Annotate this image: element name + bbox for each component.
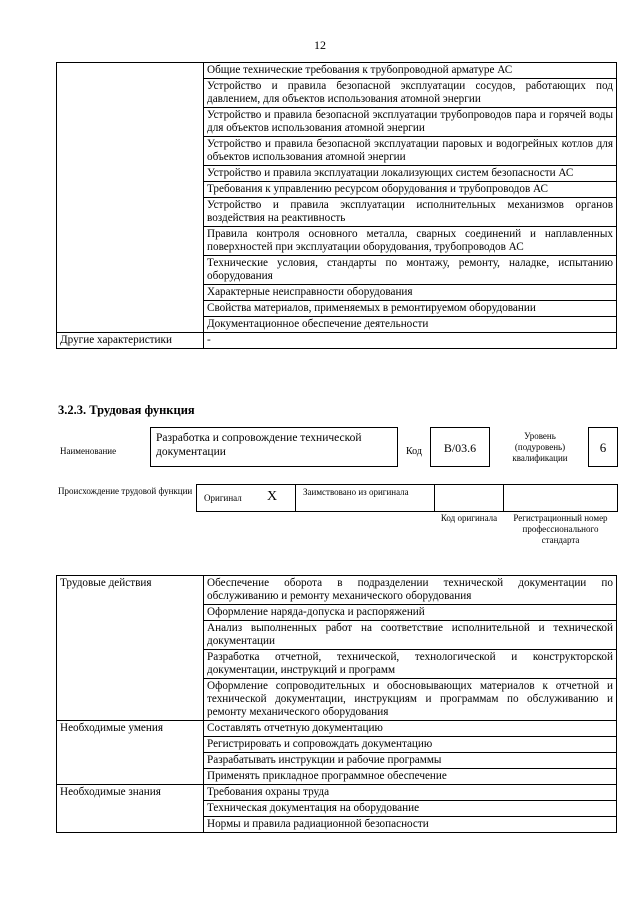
- origin-label: Происхождение трудовой функции: [58, 486, 193, 496]
- group-item: Разрабатывать инструкции и рабочие программы: [204, 753, 617, 769]
- table-row: [57, 721, 617, 737]
- borrowed-box: [295, 484, 435, 512]
- knowledge-item: Требования к управлению ресурсом оборудования и трубопроводов АС: [204, 182, 617, 198]
- table-row: [57, 333, 617, 349]
- original-box: [196, 484, 296, 512]
- other-label: Другие характеристики: [57, 333, 204, 349]
- reg-number-caption: Регистрационный номер профессионального стандарта: [513, 513, 608, 545]
- borrowed-label: Заимствовано из оригинала: [303, 487, 409, 497]
- knowledge-item: Устройство и правила безопасной эксплуатации сосудов, работающих под давлением, для объектов использования атомной энергии: [204, 79, 617, 108]
- group-label: Необходимые умения: [57, 721, 204, 785]
- knowledge-table: [56, 62, 617, 349]
- knowledge-item: Правила контроля основного металла, сварных соединений и наплавленных поверхностей при эксплуатации оборудования, трубопроводов АС: [204, 227, 617, 256]
- section-title: 3.2.3. Трудовая функция: [58, 403, 195, 417]
- original-mark: Х: [267, 489, 278, 504]
- group-item: Применять прикладное программное обеспечение: [204, 769, 617, 785]
- knowledge-item: Общие технические требования к трубопроводной арматуре АС: [204, 63, 617, 79]
- knowledge-item: Устройство и правила эксплуатации локализующих систем безопасности АС: [204, 166, 617, 182]
- table-row: [57, 576, 617, 605]
- level-label: Уровень (подуровень) квалификации: [512, 431, 568, 463]
- knowledge-item: Устройство и правила эксплуатации исполнительных механизмов органов воздействия на реактивность: [204, 198, 617, 227]
- name-label: Наименование: [60, 446, 117, 456]
- knowledge-item: Технические условия, стандарты по монтажу, ремонту, наладке, испытанию оборудования: [204, 256, 617, 285]
- code-original-box: [434, 484, 504, 512]
- other-value: -: [204, 333, 617, 349]
- original-label: Оригинал: [204, 493, 242, 503]
- level-value: 6: [599, 440, 607, 455]
- knowledge-label-cell: [57, 63, 204, 333]
- knowledge-item: Устройство и правила безопасной эксплуатации трубопроводов пара и горячей воды для объектов использования атомной энергии: [204, 108, 617, 137]
- group-item: Оформление сопроводительных и обосновывающих материалов к отчетной и технической документации, инструкциям и программам по обслуживанию и ремонту механического оборудования: [204, 679, 617, 721]
- code-label: Код: [406, 446, 422, 457]
- group-item: Регистрировать и сопровождать документацию: [204, 737, 617, 753]
- reg-number-box: [503, 484, 618, 512]
- page-number: 12: [314, 38, 326, 52]
- level-box: [588, 427, 618, 467]
- group-item: Требования охраны труда: [204, 785, 617, 801]
- knowledge-item: Свойства материалов, применяемых в ремонтируемом оборудовании: [204, 301, 617, 317]
- actions-table: [56, 575, 617, 833]
- group-label: Трудовые действия: [57, 576, 204, 721]
- knowledge-item: Характерные неисправности оборудования: [204, 285, 617, 301]
- code-box: [430, 427, 490, 467]
- group-item: Нормы и правила радиационной безопасности: [204, 817, 617, 833]
- table-row: [57, 785, 617, 801]
- knowledge-item: Устройство и правила безопасной эксплуатации паровых и водогрейных котлов для объектов использования атомной энергии: [204, 137, 617, 166]
- group-item: Составлять отчетную документацию: [204, 721, 617, 737]
- function-name-box: [150, 427, 398, 467]
- function-name: Разработка и сопровождение технической документации: [156, 432, 362, 458]
- table-row: [57, 63, 617, 79]
- group-label: Необходимые знания: [57, 785, 204, 833]
- code-original-caption: Код оригинала: [440, 513, 498, 523]
- group-item: Обеспечение оборота в подразделении технической документации по обслуживанию и ремонту механического оборудования: [204, 576, 617, 605]
- group-item: Оформление наряда-допуска и распоряжений: [204, 605, 617, 621]
- knowledge-item: Документационное обеспечение деятельности: [204, 317, 617, 333]
- group-item: Анализ выполненных работ на соответствие исполнительной и технической документации: [204, 621, 617, 650]
- group-item: Техническая документация на оборудование: [204, 801, 617, 817]
- group-item: Разработка отчетной, технической, технологической и конструкторской документации, инструкций и программ: [204, 650, 617, 679]
- code-value: В/03.6: [443, 441, 477, 455]
